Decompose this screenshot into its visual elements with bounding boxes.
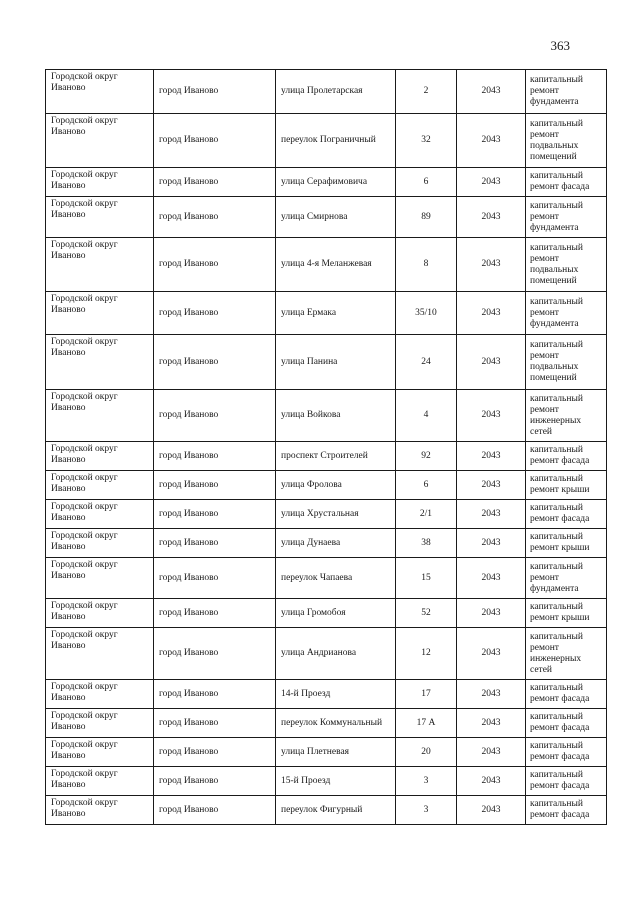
- year-cell: [457, 197, 526, 238]
- street-cell-text: улица Серафимовича: [281, 176, 368, 187]
- city-cell-text: город Иваново: [159, 607, 219, 618]
- city-cell: [154, 500, 276, 529]
- table-row: [46, 558, 607, 599]
- work-type-cell-text: капитальный ремонт фасада: [530, 770, 590, 791]
- house-number-cell-text: 32: [421, 135, 431, 145]
- district-cell-text: Городской округ Иваново: [51, 444, 118, 465]
- table-row: [46, 709, 607, 738]
- table-body: [46, 70, 607, 825]
- year-cell: [457, 335, 526, 390]
- year-cell-text: 2043: [481, 607, 501, 618]
- street-cell: [276, 599, 396, 628]
- street-cell-text: проспект Строителей: [281, 450, 368, 461]
- city-cell-text: город Иваново: [159, 572, 219, 583]
- city-cell-text: город Иваново: [159, 176, 219, 187]
- street-cell: [276, 738, 396, 767]
- year-cell: [457, 238, 526, 292]
- year-cell: [457, 680, 526, 709]
- city-cell: [154, 390, 276, 442]
- district-cell-text: Городской округ Иваново: [51, 740, 118, 761]
- year-cell: [457, 628, 526, 680]
- year-cell: [457, 558, 526, 599]
- work-type-cell-text: капитальный ремонт подвальных помещений: [530, 340, 583, 383]
- year-cell-text: 2043: [481, 648, 501, 658]
- street-cell: [276, 114, 396, 168]
- house-number-cell-text: 35/10: [415, 307, 437, 318]
- house-number-cell: [396, 292, 457, 335]
- city-cell-text: город Иваново: [159, 648, 219, 658]
- table-row: [46, 680, 607, 709]
- street-cell: [276, 335, 396, 390]
- work-type-cell-text: капитальный ремонт фундамента: [530, 75, 583, 107]
- city-cell-text: город Иваново: [159, 775, 219, 786]
- city-cell: [154, 738, 276, 767]
- city-cell-text: город Иваново: [159, 307, 219, 318]
- district-cell-text: Городской округ Иваново: [51, 170, 118, 191]
- city-cell: [154, 238, 276, 292]
- work-type-cell: [526, 680, 607, 709]
- city-cell-text: город Иваново: [159, 135, 219, 145]
- city-cell-text: город Иваново: [159, 211, 219, 222]
- table-row: [46, 471, 607, 500]
- city-cell-text: город Иваново: [159, 356, 219, 367]
- year-cell-text: 2043: [481, 211, 501, 222]
- table-row: [46, 238, 607, 292]
- year-cell: [457, 796, 526, 825]
- street-cell: [276, 197, 396, 238]
- house-number-cell-text: 38: [421, 537, 431, 548]
- city-cell-text: город Иваново: [159, 86, 219, 96]
- house-number-cell: [396, 558, 457, 599]
- work-type-cell: [526, 500, 607, 529]
- street-cell-text: улица Плетневая: [281, 746, 350, 757]
- house-number-cell: [396, 390, 457, 442]
- street-cell: [276, 292, 396, 335]
- district-cell-text: Городской округ Иваново: [51, 72, 118, 93]
- year-cell-text: 2043: [481, 688, 501, 699]
- street-cell-text: улица Войкова: [281, 410, 341, 420]
- street-cell-text: улица Хрустальная: [281, 508, 359, 519]
- year-cell-text: 2043: [481, 356, 501, 367]
- year-cell-text: 2043: [481, 176, 501, 187]
- street-cell: [276, 471, 396, 500]
- page-number: 363: [550, 38, 570, 53]
- house-number-cell-text: 6: [423, 479, 429, 490]
- city-cell: [154, 442, 276, 471]
- city-cell-text: город Иваново: [159, 688, 219, 699]
- table-row: [46, 796, 607, 825]
- house-number-cell: [396, 796, 457, 825]
- work-type-cell: [526, 390, 607, 442]
- street-cell-text: улица Фролова: [281, 479, 342, 490]
- work-type-cell-text: капитальный ремонт фасада: [530, 503, 590, 524]
- work-type-cell: [526, 168, 607, 197]
- house-number-cell-text: 3: [423, 775, 429, 786]
- district-cell: [46, 796, 154, 825]
- district-cell-text: Городской округ Иваново: [51, 601, 118, 622]
- work-type-cell: [526, 238, 607, 292]
- work-type-cell-text: капитальный ремонт крыши: [530, 474, 590, 495]
- district-cell: [46, 292, 154, 335]
- house-number-cell: [396, 709, 457, 738]
- district-cell: [46, 500, 154, 529]
- street-cell-text: улица Ермака: [281, 307, 337, 318]
- city-cell: [154, 292, 276, 335]
- work-type-cell: [526, 292, 607, 335]
- year-cell-text: 2043: [481, 508, 501, 519]
- street-cell-text: 15-й Проезд: [281, 775, 331, 786]
- street-cell-text: переулок Коммунальный: [281, 717, 383, 728]
- year-cell: [457, 500, 526, 529]
- house-number-cell-text: 89: [421, 211, 431, 222]
- district-cell: [46, 709, 154, 738]
- district-cell-text: Городской округ Иваново: [51, 798, 118, 819]
- year-cell: [457, 390, 526, 442]
- house-number-cell: [396, 628, 457, 680]
- district-cell: [46, 197, 154, 238]
- table-row: [46, 197, 607, 238]
- district-cell-text: Городской округ Иваново: [51, 711, 118, 732]
- table-row: [46, 168, 607, 197]
- house-number-cell: [396, 442, 457, 471]
- district-cell: [46, 238, 154, 292]
- house-number-cell: [396, 738, 457, 767]
- district-cell: [46, 168, 154, 197]
- district-cell-text: Городской округ Иваново: [51, 294, 118, 315]
- house-number-cell-text: 8: [423, 259, 429, 269]
- city-cell-text: город Иваново: [159, 410, 219, 420]
- district-cell: [46, 471, 154, 500]
- house-number-cell: [396, 168, 457, 197]
- street-cell: [276, 680, 396, 709]
- district-cell: [46, 738, 154, 767]
- year-cell-text: 2043: [481, 307, 501, 318]
- district-cell-text: Городской округ Иваново: [51, 240, 118, 261]
- work-type-cell-text: капитальный ремонт подвальных помещений: [530, 118, 583, 162]
- city-cell: [154, 168, 276, 197]
- year-cell: [457, 709, 526, 738]
- street-cell-text: 14-й Проезд: [281, 688, 331, 699]
- year-cell: [457, 114, 526, 168]
- year-cell: [457, 168, 526, 197]
- city-cell: [154, 471, 276, 500]
- district-cell-text: Городской округ Иваново: [51, 473, 118, 494]
- year-cell-text: 2043: [481, 86, 501, 96]
- street-cell-text: переулок Фигурный: [281, 804, 363, 815]
- street-cell: [276, 168, 396, 197]
- work-type-cell-text: капитальный ремонт фундамента: [530, 561, 583, 594]
- work-type-cell: [526, 796, 607, 825]
- work-type-cell: [526, 70, 607, 114]
- year-cell-text: 2043: [481, 775, 501, 786]
- city-cell-text: город Иваново: [159, 537, 219, 548]
- year-cell-text: 2043: [481, 450, 501, 461]
- district-cell-text: Городской округ Иваново: [51, 199, 118, 220]
- table-row: [46, 767, 607, 796]
- city-cell-text: город Иваново: [159, 259, 219, 269]
- year-cell-text: 2043: [481, 479, 501, 490]
- table-row: [46, 292, 607, 335]
- work-type-cell-text: капитальный ремонт подвальных помещений: [530, 242, 583, 286]
- district-cell: [46, 335, 154, 390]
- work-type-cell-text: капитальный ремонт фасада: [530, 445, 590, 466]
- city-cell: [154, 796, 276, 825]
- work-type-cell: [526, 558, 607, 599]
- work-type-cell-text: капитальный ремонт фундамента: [530, 296, 583, 329]
- work-type-cell-text: капитальный ремонт крыши: [530, 602, 590, 623]
- city-cell: [154, 197, 276, 238]
- city-cell-text: город Иваново: [159, 450, 219, 461]
- house-number-cell: [396, 500, 457, 529]
- work-type-cell: [526, 628, 607, 680]
- year-cell: [457, 738, 526, 767]
- work-type-cell-text: капитальный ремонт фасада: [530, 683, 590, 704]
- year-cell-text: 2043: [481, 259, 501, 269]
- table-row: [46, 390, 607, 442]
- table-row: [46, 529, 607, 558]
- district-cell-text: Городской округ Иваново: [51, 116, 118, 137]
- house-number-cell-text: 20: [421, 746, 431, 757]
- table-row: [46, 114, 607, 168]
- district-cell-text: Городской округ Иваново: [51, 337, 118, 358]
- district-cell-text: Городской округ Иваново: [51, 531, 118, 552]
- house-number-cell: [396, 599, 457, 628]
- district-cell-text: Городской округ Иваново: [51, 502, 118, 523]
- street-cell: [276, 390, 396, 442]
- street-cell: [276, 767, 396, 796]
- year-cell: [457, 599, 526, 628]
- house-number-cell-text: 2: [423, 86, 429, 96]
- house-number-cell: [396, 767, 457, 796]
- district-cell-text: Городской округ Иваново: [51, 392, 118, 413]
- district-cell-text: Городской округ Иваново: [51, 769, 118, 790]
- street-cell: [276, 529, 396, 558]
- district-cell-text: Городской округ Иваново: [51, 560, 118, 581]
- year-cell-text: 2043: [481, 746, 501, 757]
- work-type-cell-text: капитальный ремонт фасада: [530, 741, 590, 762]
- work-type-cell: [526, 442, 607, 471]
- year-cell: [457, 471, 526, 500]
- street-cell: [276, 500, 396, 529]
- table-row: [46, 500, 607, 529]
- table-row: [46, 70, 607, 114]
- district-cell: [46, 390, 154, 442]
- district-cell: [46, 442, 154, 471]
- street-cell-text: улица 4-я Меланжевая: [281, 259, 372, 269]
- year-cell-text: 2043: [481, 537, 501, 548]
- work-type-cell-text: капитальный ремонт инженерных сетей: [530, 393, 583, 437]
- work-type-cell: [526, 767, 607, 796]
- house-number-cell: [396, 114, 457, 168]
- repair-schedule-table: [45, 69, 607, 825]
- city-cell: [154, 628, 276, 680]
- house-number-cell-text: 92: [421, 450, 431, 461]
- work-type-cell: [526, 335, 607, 390]
- house-number-cell-text: 15: [421, 572, 431, 583]
- house-number-cell-text: 6: [423, 176, 429, 187]
- work-type-cell: [526, 599, 607, 628]
- street-cell: [276, 796, 396, 825]
- work-type-cell: [526, 709, 607, 738]
- work-type-cell-text: капитальный ремонт фасада: [530, 799, 590, 820]
- house-number-cell: [396, 335, 457, 390]
- district-cell: [46, 767, 154, 796]
- house-number-cell: [396, 238, 457, 292]
- year-cell: [457, 442, 526, 471]
- year-cell: [457, 292, 526, 335]
- work-type-cell-text: капитальный ремонт фундамента: [530, 200, 583, 233]
- district-cell: [46, 680, 154, 709]
- house-number-cell-text: 12: [421, 648, 431, 658]
- street-cell: [276, 709, 396, 738]
- year-cell-text: 2043: [481, 410, 501, 420]
- city-cell: [154, 709, 276, 738]
- year-cell: [457, 529, 526, 558]
- street-cell-text: переулок Чапаева: [281, 572, 353, 583]
- table-row: [46, 442, 607, 471]
- house-number-cell-text: 17: [421, 688, 431, 699]
- street-cell-text: улица Панина: [281, 356, 338, 367]
- district-cell: [46, 529, 154, 558]
- city-cell-text: город Иваново: [159, 746, 219, 757]
- city-cell: [154, 680, 276, 709]
- street-cell-text: улица Андрианова: [281, 648, 357, 658]
- table-row: [46, 599, 607, 628]
- district-cell: [46, 628, 154, 680]
- work-type-cell-text: капитальный ремонт крыши: [530, 532, 590, 553]
- city-cell-text: город Иваново: [159, 508, 219, 519]
- street-cell: [276, 442, 396, 471]
- street-cell: [276, 238, 396, 292]
- year-cell-text: 2043: [481, 804, 501, 815]
- work-type-cell: [526, 114, 607, 168]
- house-number-cell: [396, 471, 457, 500]
- street-cell: [276, 558, 396, 599]
- street-cell-text: улица Дунаева: [281, 537, 341, 548]
- year-cell: [457, 767, 526, 796]
- work-type-cell: [526, 471, 607, 500]
- street-cell-text: улица Громобоя: [281, 607, 346, 618]
- city-cell: [154, 335, 276, 390]
- table-row: [46, 738, 607, 767]
- work-type-cell-text: капитальный ремонт фасада: [530, 712, 590, 733]
- district-cell: [46, 114, 154, 168]
- house-number-cell-text: 4: [423, 410, 429, 420]
- work-type-cell-text: капитальный ремонт инженерных сетей: [530, 631, 583, 675]
- district-cell-text: Городской округ Иваново: [51, 630, 118, 651]
- street-cell: [276, 628, 396, 680]
- city-cell: [154, 767, 276, 796]
- district-cell: [46, 558, 154, 599]
- district-cell: [46, 70, 154, 114]
- house-number-cell: [396, 680, 457, 709]
- district-cell-text: Городской округ Иваново: [51, 682, 118, 703]
- work-type-cell: [526, 197, 607, 238]
- house-number-cell: [396, 529, 457, 558]
- house-number-cell-text: 52: [421, 607, 431, 618]
- year-cell-text: 2043: [481, 717, 501, 728]
- house-number-cell-text: 3: [423, 804, 429, 815]
- house-number-cell-text: 24: [421, 356, 431, 367]
- year-cell-text: 2043: [481, 572, 501, 583]
- year-cell-text: 2043: [481, 135, 501, 145]
- city-cell-text: город Иваново: [159, 717, 219, 728]
- house-number-cell-text: 17 А: [416, 717, 436, 728]
- work-type-cell: [526, 738, 607, 767]
- city-cell: [154, 529, 276, 558]
- house-number-cell-text: 2/1: [419, 508, 433, 519]
- city-cell-text: город Иваново: [159, 804, 219, 815]
- city-cell: [154, 114, 276, 168]
- city-cell-text: город Иваново: [159, 479, 219, 490]
- year-cell: [457, 70, 526, 114]
- city-cell: [154, 70, 276, 114]
- city-cell: [154, 599, 276, 628]
- house-number-cell: [396, 197, 457, 238]
- street-cell-text: улица Пролетарская: [281, 86, 363, 96]
- work-type-cell: [526, 529, 607, 558]
- street-cell: [276, 70, 396, 114]
- district-cell: [46, 599, 154, 628]
- street-cell-text: улица Смирнова: [281, 211, 348, 222]
- city-cell: [154, 558, 276, 599]
- house-number-cell: [396, 70, 457, 114]
- table-row: [46, 628, 607, 680]
- table-row: [46, 335, 607, 390]
- work-type-cell-text: капитальный ремонт фасада: [530, 171, 590, 192]
- street-cell-text: переулок Пограничный: [281, 135, 376, 145]
